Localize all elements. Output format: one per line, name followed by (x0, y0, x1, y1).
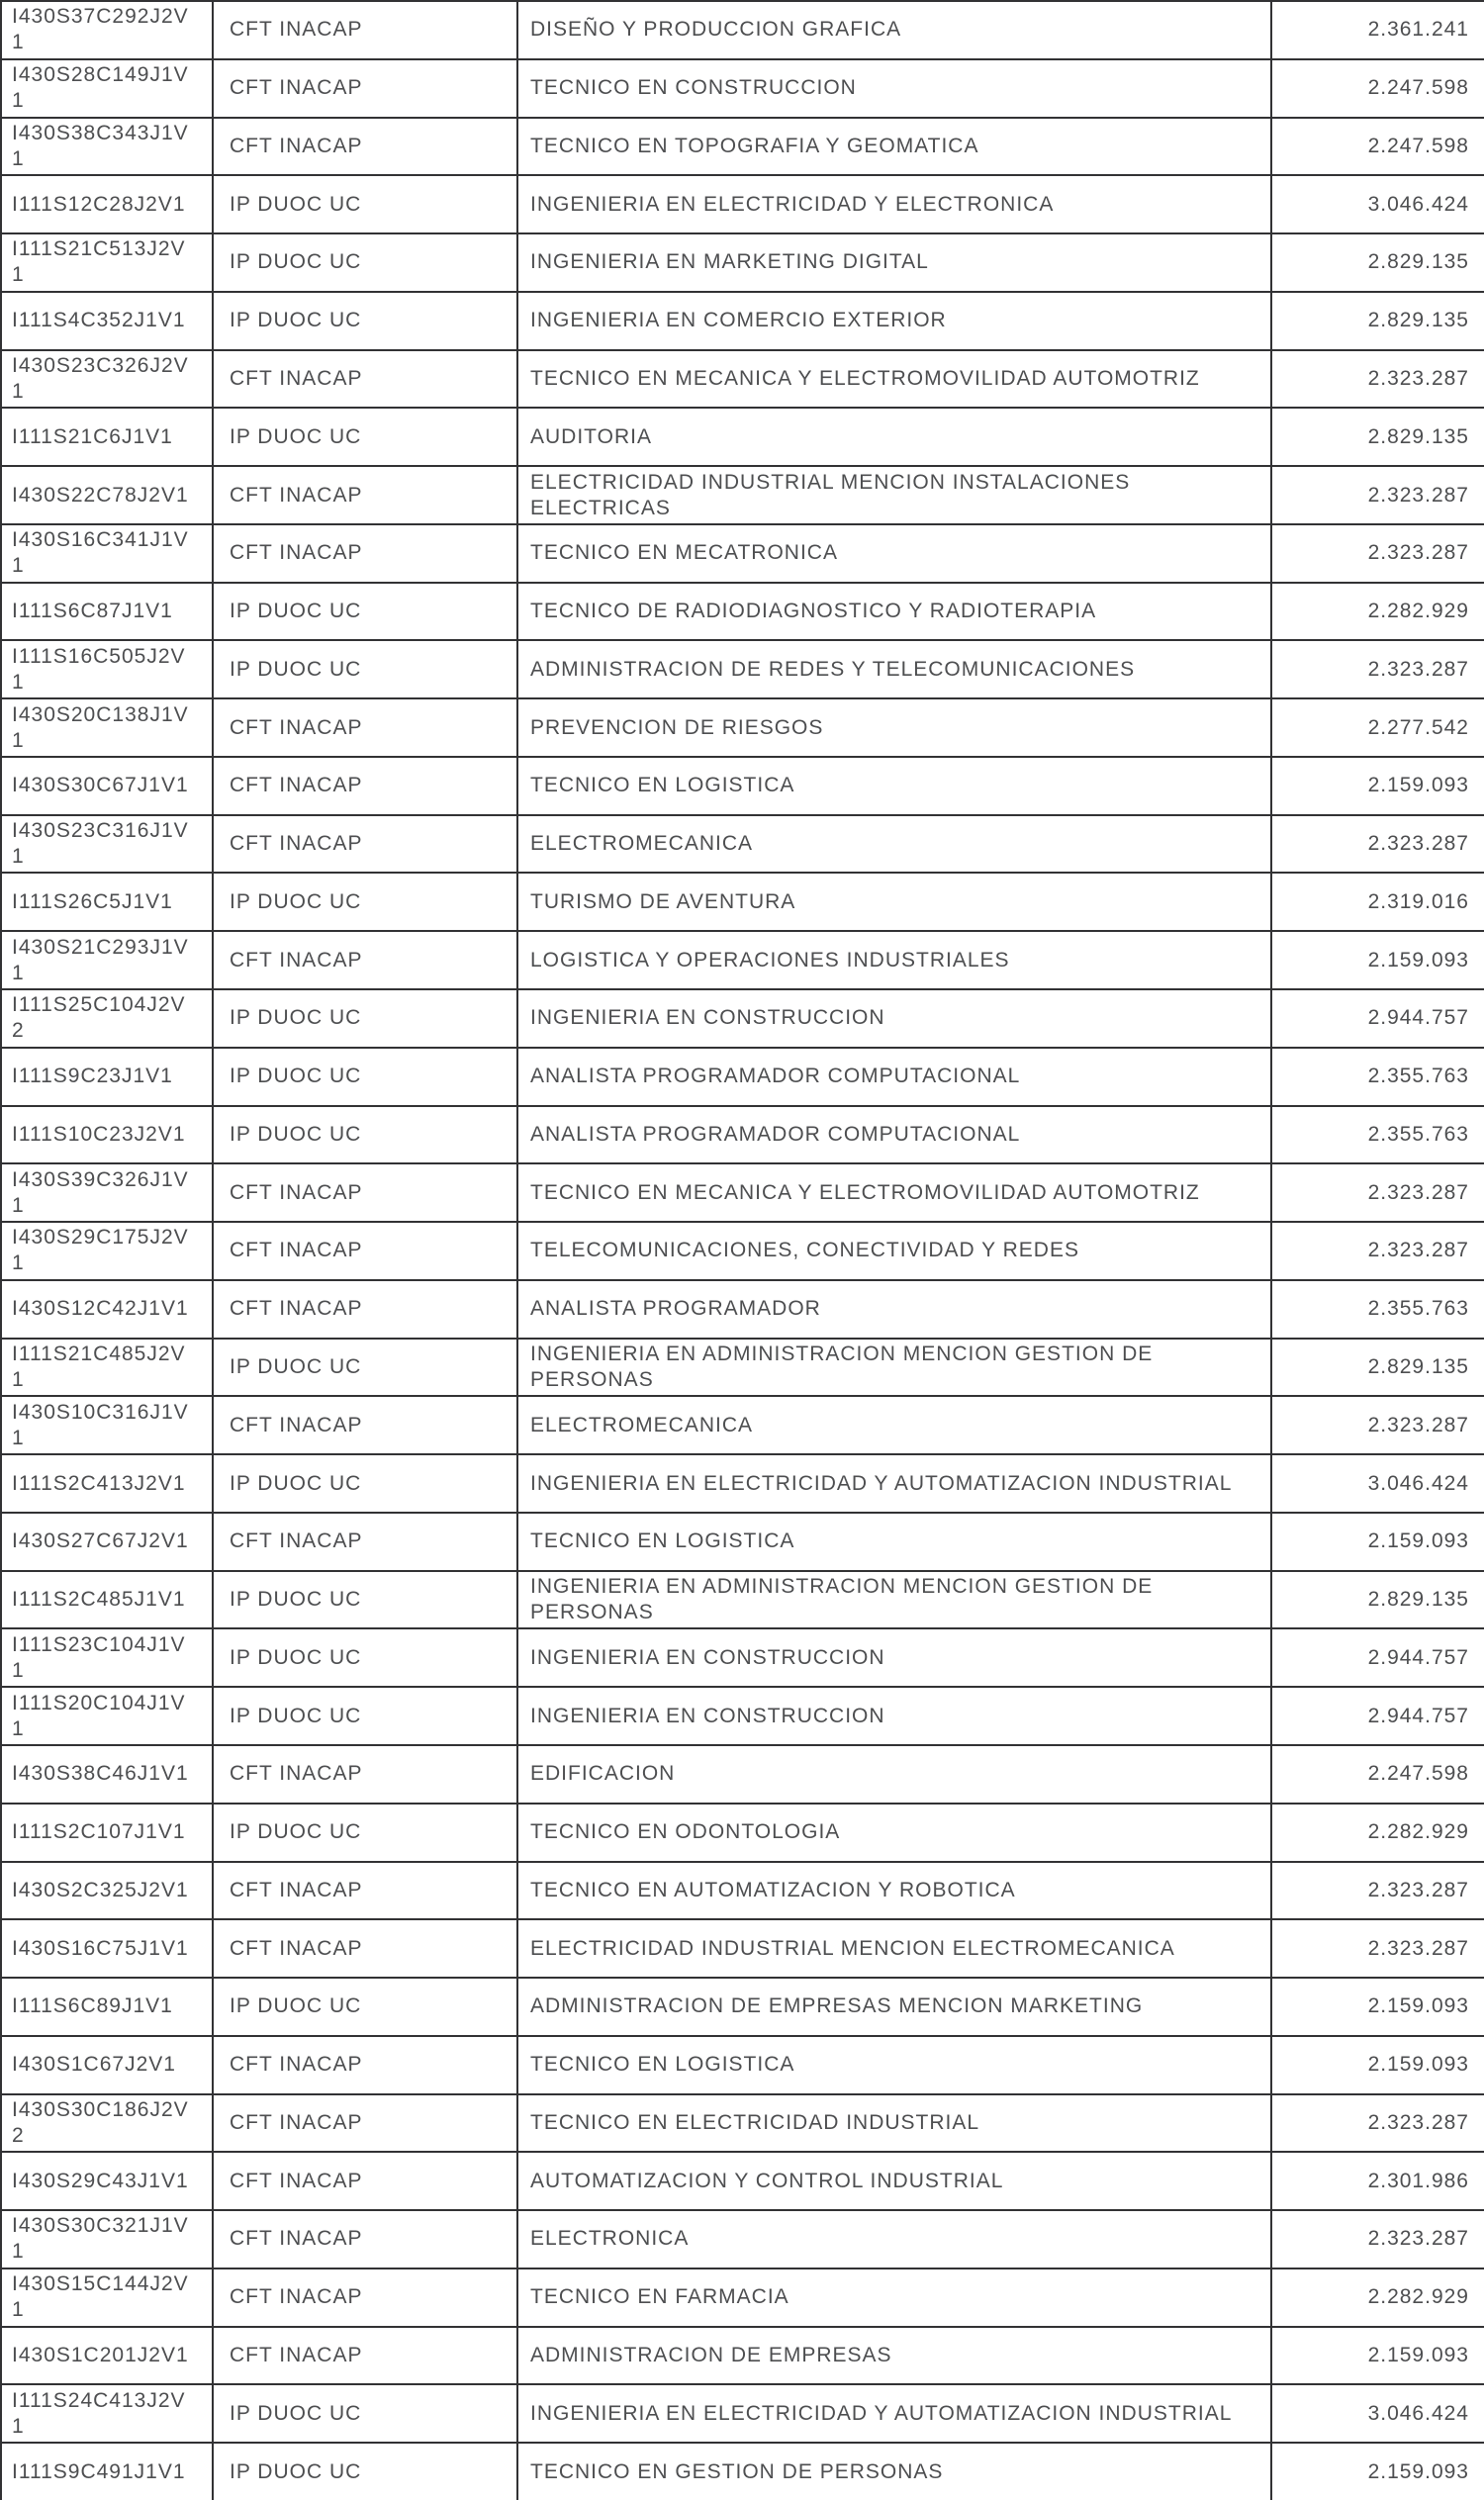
code-cell: I430S20C138J1V1 (1, 698, 213, 757)
code-cell: I430S23C326J2V1 (1, 350, 213, 409)
table-row (1, 2210, 1484, 2269)
code-cell: I111S24C413J2V1 (1, 2384, 213, 2443)
tuition-cell: 2.323.287 (1271, 466, 1484, 524)
tuition-cell: 2.159.093 (1271, 757, 1484, 815)
tuition-cell: 2.159.093 (1271, 2036, 1484, 2094)
institution-cell: CFT INACAP (213, 2327, 517, 2385)
institution-cell: IP DUOC UC (213, 292, 517, 350)
code-cell: I430S10C316J1V1 (1, 1396, 213, 1454)
program-cell: EDIFICACION (517, 1745, 1271, 1804)
program-cell: ANALISTA PROGRAMADOR COMPUTACIONAL (517, 1106, 1271, 1164)
table-row (1, 524, 1484, 583)
program-cell: AUDITORIA (517, 408, 1271, 466)
table-row (1, 1687, 1484, 1745)
institution-cell: CFT INACAP (213, 524, 517, 583)
institution-cell: IP DUOC UC (213, 989, 517, 1048)
code-cell: I430S37C292J2V1 (1, 1, 213, 59)
table-row (1, 1222, 1484, 1280)
table-row (1, 1862, 1484, 1920)
program-cell: TECNICO EN LOGISTICA (517, 1513, 1271, 1571)
tuition-cell: 2.829.135 (1271, 408, 1484, 466)
table-row (1, 466, 1484, 524)
program-cell: TECNICO EN GESTION DE PERSONAS (517, 2443, 1271, 2500)
program-cell: TECNICO EN LOGISTICA (517, 2036, 1271, 2094)
institution-cell: CFT INACAP (213, 815, 517, 874)
table-row (1, 815, 1484, 874)
program-cell: LOGISTICA Y OPERACIONES INDUSTRIALES (517, 931, 1271, 989)
program-cell: TECNICO DE RADIODIAGNOSTICO Y RADIOTERAPIA (517, 583, 1271, 641)
institution-cell: IP DUOC UC (213, 1804, 517, 1862)
institution-cell: IP DUOC UC (213, 1687, 517, 1745)
tuition-cell: 2.247.598 (1271, 1745, 1484, 1804)
program-cell: ADMINISTRACION DE EMPRESAS MENCION MARKETING (517, 1978, 1271, 2036)
table-row (1, 698, 1484, 757)
table-row (1, 2269, 1484, 2327)
table-row (1, 1280, 1484, 1339)
code-cell: I111S9C491J1V1 (1, 2443, 213, 2500)
code-cell: I111S21C6J1V1 (1, 408, 213, 466)
tuition-cell: 2.323.287 (1271, 1222, 1484, 1280)
code-cell: I111S20C104J1V1 (1, 1687, 213, 1745)
code-cell: I430S38C46J1V1 (1, 1745, 213, 1804)
program-cell: TECNICO EN AUTOMATIZACION Y ROBOTICA (517, 1862, 1271, 1920)
table-row (1, 2094, 1484, 2153)
table-row (1, 640, 1484, 698)
table-row (1, 1048, 1484, 1106)
code-cell: I430S30C186J2V2 (1, 2094, 213, 2153)
tuition-cell: 2.323.287 (1271, 524, 1484, 583)
code-cell: I430S29C43J1V1 (1, 2152, 213, 2210)
tuition-cell: 2.355.763 (1271, 1106, 1484, 1164)
code-cell: I430S21C293J1V1 (1, 931, 213, 989)
institution-cell: CFT INACAP (213, 931, 517, 989)
program-cell: INGENIERIA EN ELECTRICIDAD Y ELECTRONICA (517, 175, 1271, 233)
code-cell: I111S23C104J1V1 (1, 1628, 213, 1687)
code-cell: I430S12C42J1V1 (1, 1280, 213, 1339)
tuition-cell: 3.046.424 (1271, 175, 1484, 233)
program-cell: TECNICO EN ODONTOLOGIA (517, 1804, 1271, 1862)
institution-cell: CFT INACAP (213, 2269, 517, 2327)
program-cell: ANALISTA PROGRAMADOR (517, 1280, 1271, 1339)
institution-cell: IP DUOC UC (213, 1339, 517, 1397)
program-cell: ELECTRICIDAD INDUSTRIAL MENCION INSTALACIONES ELECTRICAS (517, 466, 1271, 524)
code-cell: I430S30C67J1V1 (1, 757, 213, 815)
code-cell: I430S39C326J1V1 (1, 1163, 213, 1222)
program-cell: INGENIERIA EN COMERCIO EXTERIOR (517, 292, 1271, 350)
tuition-cell: 2.282.929 (1271, 2269, 1484, 2327)
tuition-cell: 2.944.757 (1271, 1687, 1484, 1745)
program-cell: INGENIERIA EN ADMINISTRACION MENCION GESTION DE PERSONAS (517, 1339, 1271, 1397)
table-row (1, 1339, 1484, 1397)
program-cell: TECNICO EN MECATRONICA (517, 524, 1271, 583)
table-row (1, 2443, 1484, 2500)
tuition-cell: 2.829.135 (1271, 1571, 1484, 1629)
tuition-cell: 2.159.093 (1271, 2443, 1484, 2500)
code-cell: I111S16C505J2V1 (1, 640, 213, 698)
tuition-cell: 2.323.287 (1271, 815, 1484, 874)
code-cell: I430S2C325J2V1 (1, 1862, 213, 1920)
table-row (1, 583, 1484, 641)
table-row (1, 757, 1484, 815)
code-cell: I111S2C107J1V1 (1, 1804, 213, 1862)
code-cell: I111S10C23J2V1 (1, 1106, 213, 1164)
institution-cell: CFT INACAP (213, 757, 517, 815)
program-cell: TELECOMUNICACIONES, CONECTIVIDAD Y REDES (517, 1222, 1271, 1280)
institution-cell: IP DUOC UC (213, 1454, 517, 1513)
table-body (1, 1, 1484, 2500)
code-cell: I111S21C485J2V1 (1, 1339, 213, 1397)
program-cell: TECNICO EN CONSTRUCCION (517, 59, 1271, 118)
tuition-cell: 2.323.287 (1271, 1396, 1484, 1454)
tuition-cell: 2.944.757 (1271, 1628, 1484, 1687)
institution-cell: CFT INACAP (213, 2094, 517, 2153)
institution-cell: IP DUOC UC (213, 175, 517, 233)
tuition-cell: 2.277.542 (1271, 698, 1484, 757)
tuition-cell: 2.323.287 (1271, 2210, 1484, 2269)
institution-cell: IP DUOC UC (213, 2384, 517, 2443)
program-cell: DISEÑO Y PRODUCCION GRAFICA (517, 1, 1271, 59)
table-row (1, 1571, 1484, 1629)
table-row (1, 1396, 1484, 1454)
program-cell: PREVENCION DE RIESGOS (517, 698, 1271, 757)
institution-cell: CFT INACAP (213, 2036, 517, 2094)
tuition-cell: 2.282.929 (1271, 583, 1484, 641)
tuition-cell: 3.046.424 (1271, 2384, 1484, 2443)
institution-cell: CFT INACAP (213, 1513, 517, 1571)
code-cell: I111S26C5J1V1 (1, 873, 213, 931)
table-row (1, 1919, 1484, 1978)
program-cell: INGENIERIA EN CONSTRUCCION (517, 989, 1271, 1048)
code-cell: I111S25C104J2V2 (1, 989, 213, 1048)
table-row (1, 1978, 1484, 2036)
program-cell: ADMINISTRACION DE REDES Y TELECOMUNICACIONES (517, 640, 1271, 698)
program-cell: ELECTROMECANICA (517, 1396, 1271, 1454)
tuition-cell: 2.323.287 (1271, 2094, 1484, 2153)
program-cell: TECNICO EN MECANICA Y ELECTROMOVILIDAD AUTOMOTRIZ (517, 350, 1271, 409)
program-cell: ELECTRICIDAD INDUSTRIAL MENCION ELECTROMECANICA (517, 1919, 1271, 1978)
institution-cell: IP DUOC UC (213, 1106, 517, 1164)
tuition-cell: 2.829.135 (1271, 233, 1484, 292)
table-row (1, 1745, 1484, 1804)
institution-cell: CFT INACAP (213, 1862, 517, 1920)
tuition-cell: 2.829.135 (1271, 292, 1484, 350)
code-cell: I430S38C343J1V1 (1, 118, 213, 176)
tuition-cell: 2.159.093 (1271, 1978, 1484, 2036)
code-cell: I430S27C67J2V1 (1, 1513, 213, 1571)
institution-cell: CFT INACAP (213, 2210, 517, 2269)
institution-cell: CFT INACAP (213, 1163, 517, 1222)
table-row (1, 292, 1484, 350)
table-row (1, 350, 1484, 409)
code-cell: I111S12C28J2V1 (1, 175, 213, 233)
table-row (1, 1513, 1484, 1571)
institution-cell: CFT INACAP (213, 1919, 517, 1978)
table-row (1, 1163, 1484, 1222)
table-row (1, 1804, 1484, 1862)
table-row (1, 1628, 1484, 1687)
code-cell: I111S9C23J1V1 (1, 1048, 213, 1106)
tuition-cell: 2.829.135 (1271, 1339, 1484, 1397)
tuition-cell: 2.361.241 (1271, 1, 1484, 59)
tuition-cell: 2.944.757 (1271, 989, 1484, 1048)
program-cell: TECNICO EN ELECTRICIDAD INDUSTRIAL (517, 2094, 1271, 2153)
code-cell: I111S21C513J2V1 (1, 233, 213, 292)
tuition-cell: 2.247.598 (1271, 59, 1484, 118)
tuition-cell: 2.355.763 (1271, 1048, 1484, 1106)
code-cell: I111S6C87J1V1 (1, 583, 213, 641)
institution-cell: CFT INACAP (213, 1396, 517, 1454)
tuition-cell: 2.247.598 (1271, 118, 1484, 176)
institution-cell: CFT INACAP (213, 1280, 517, 1339)
institution-cell: IP DUOC UC (213, 873, 517, 931)
institution-cell: CFT INACAP (213, 466, 517, 524)
program-cell: TECNICO EN MECANICA Y ELECTROMOVILIDAD AUTOMOTRIZ (517, 1163, 1271, 1222)
tuition-cell: 2.159.093 (1271, 931, 1484, 989)
table-row (1, 2384, 1484, 2443)
tuition-cell: 2.159.093 (1271, 2327, 1484, 2385)
code-cell: I111S2C413J2V1 (1, 1454, 213, 1513)
institution-cell: CFT INACAP (213, 1222, 517, 1280)
tuition-cell: 3.046.424 (1271, 1454, 1484, 1513)
institution-cell: CFT INACAP (213, 59, 517, 118)
code-cell: I430S1C67J2V1 (1, 2036, 213, 2094)
tuition-cell: 2.323.287 (1271, 640, 1484, 698)
institution-cell: IP DUOC UC (213, 1571, 517, 1629)
table-row (1, 118, 1484, 176)
tuition-cell: 2.301.986 (1271, 2152, 1484, 2210)
program-cell: ELECTRONICA (517, 2210, 1271, 2269)
code-cell: I430S29C175J2V1 (1, 1222, 213, 1280)
code-cell: I430S30C321J1V1 (1, 2210, 213, 2269)
institution-cell: CFT INACAP (213, 1, 517, 59)
program-cell: TECNICO EN FARMACIA (517, 2269, 1271, 2327)
program-cell: TURISMO DE AVENTURA (517, 873, 1271, 931)
code-cell: I111S4C352J1V1 (1, 292, 213, 350)
program-cell: INGENIERIA EN ADMINISTRACION MENCION GESTION DE PERSONAS (517, 1571, 1271, 1629)
program-cell: INGENIERIA EN MARKETING DIGITAL (517, 233, 1271, 292)
table-row (1, 2036, 1484, 2094)
code-cell: I430S22C78J2V1 (1, 466, 213, 524)
code-cell: I111S6C89J1V1 (1, 1978, 213, 2036)
tuition-cell: 2.282.929 (1271, 1804, 1484, 1862)
tuition-cell: 2.319.016 (1271, 873, 1484, 931)
institution-cell: IP DUOC UC (213, 2443, 517, 2500)
table-row (1, 59, 1484, 118)
institution-cell: IP DUOC UC (213, 1048, 517, 1106)
table-row (1, 408, 1484, 466)
program-cell: ELECTROMECANICA (517, 815, 1271, 874)
table-row (1, 2152, 1484, 2210)
tuition-cell: 2.323.287 (1271, 350, 1484, 409)
institution-cell: IP DUOC UC (213, 640, 517, 698)
institution-cell: IP DUOC UC (213, 1978, 517, 2036)
institution-cell: IP DUOC UC (213, 1628, 517, 1687)
code-cell: I111S2C485J1V1 (1, 1571, 213, 1629)
program-cell: INGENIERIA EN ELECTRICIDAD Y AUTOMATIZACION INDUSTRIAL (517, 1454, 1271, 1513)
program-cell: INGENIERIA EN CONSTRUCCION (517, 1628, 1271, 1687)
tuition-cell: 2.323.287 (1271, 1163, 1484, 1222)
institution-cell: CFT INACAP (213, 118, 517, 176)
program-cell: ADMINISTRACION DE EMPRESAS (517, 2327, 1271, 2385)
tuition-cell: 2.355.763 (1271, 1280, 1484, 1339)
code-cell: I430S28C149J1V1 (1, 59, 213, 118)
tuition-cell: 2.323.287 (1271, 1862, 1484, 1920)
institution-cell: CFT INACAP (213, 2152, 517, 2210)
table-row (1, 1454, 1484, 1513)
program-cell: INGENIERIA EN CONSTRUCCION (517, 1687, 1271, 1745)
tuition-cell: 2.159.093 (1271, 1513, 1484, 1571)
table-row (1, 1106, 1484, 1164)
institution-cell: CFT INACAP (213, 698, 517, 757)
code-cell: I430S15C144J2V1 (1, 2269, 213, 2327)
institution-cell: IP DUOC UC (213, 233, 517, 292)
program-cell: AUTOMATIZACION Y CONTROL INDUSTRIAL (517, 2152, 1271, 2210)
code-cell: I430S16C341J1V1 (1, 524, 213, 583)
table-row (1, 989, 1484, 1048)
program-cell: INGENIERIA EN ELECTRICIDAD Y AUTOMATIZACION INDUSTRIAL (517, 2384, 1271, 2443)
table-row (1, 1, 1484, 59)
code-cell: I430S16C75J1V1 (1, 1919, 213, 1978)
program-cell: TECNICO EN LOGISTICA (517, 757, 1271, 815)
code-cell: I430S23C316J1V1 (1, 815, 213, 874)
program-cell: ANALISTA PROGRAMADOR COMPUTACIONAL (517, 1048, 1271, 1106)
institution-cell: IP DUOC UC (213, 583, 517, 641)
table-row (1, 233, 1484, 292)
institution-cell: IP DUOC UC (213, 408, 517, 466)
table-row (1, 175, 1484, 233)
institution-cell: CFT INACAP (213, 350, 517, 409)
table-row (1, 2327, 1484, 2385)
program-cell: TECNICO EN TOPOGRAFIA Y GEOMATICA (517, 118, 1271, 176)
table-row (1, 931, 1484, 989)
institution-cell: CFT INACAP (213, 1745, 517, 1804)
table-row (1, 873, 1484, 931)
code-cell: I430S1C201J2V1 (1, 2327, 213, 2385)
tuition-cell: 2.323.287 (1271, 1919, 1484, 1978)
